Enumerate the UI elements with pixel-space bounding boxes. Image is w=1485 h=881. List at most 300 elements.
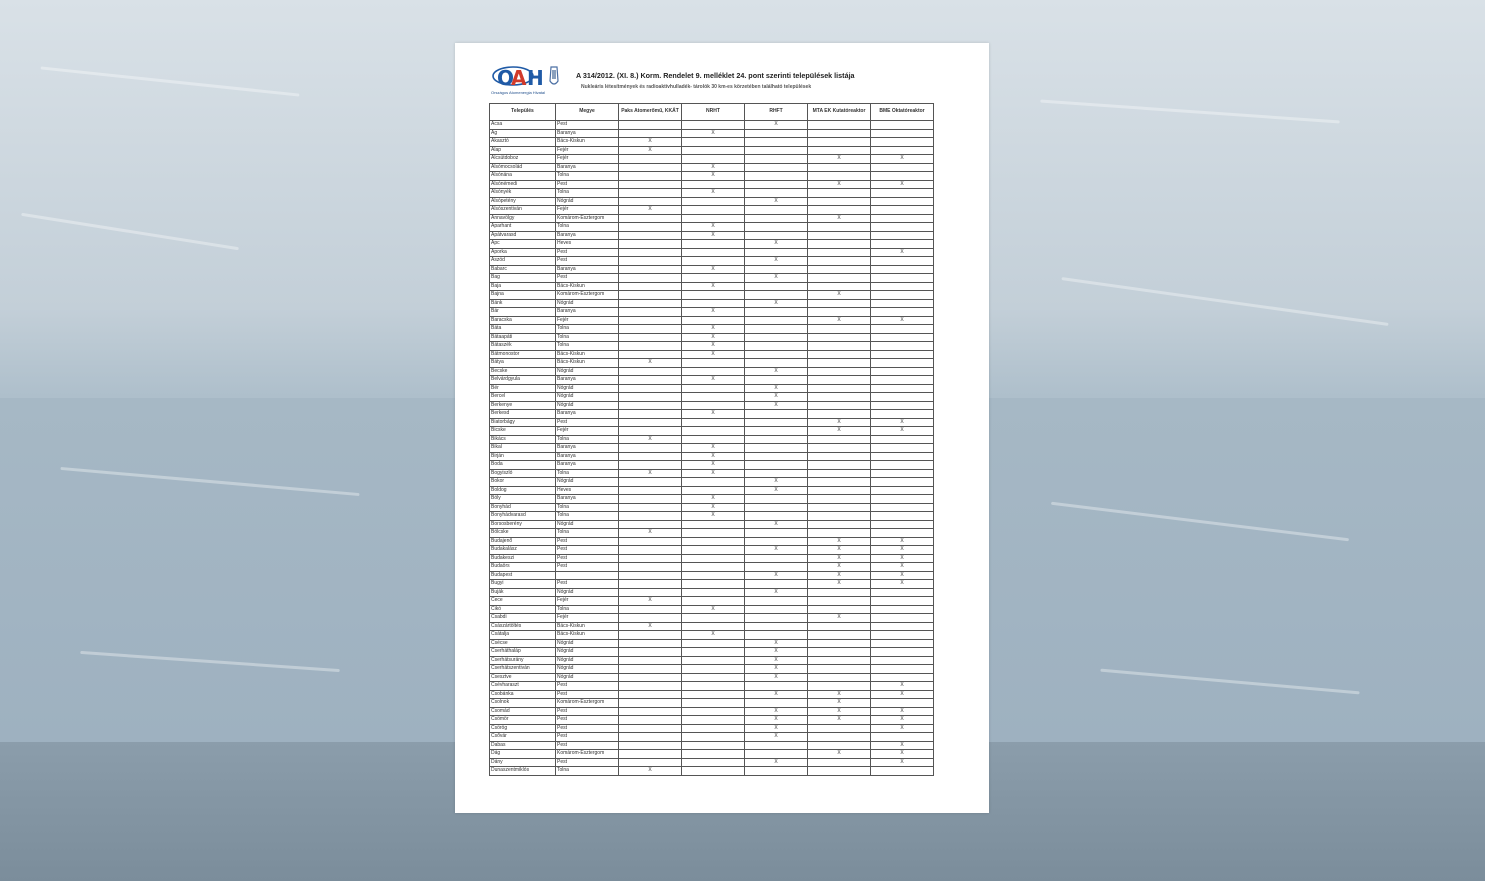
table-row [490,206,934,215]
settlement-cell: Apátvarasd [490,231,556,240]
mark-cell: X [871,741,934,750]
mark-cell [619,554,682,563]
mark-cell: X [745,274,808,283]
mark-cell [745,206,808,215]
mark-cell [682,554,745,563]
county-cell: Tolna [556,172,619,181]
column-header: MTA EK Kutatóreaktor [808,104,871,121]
mark-cell: X [682,503,745,512]
mark-cell [808,605,871,614]
mark-cell [871,605,934,614]
mark-cell: X [745,707,808,716]
county-cell: Pest [556,716,619,725]
settlement-cell: Budajenő [490,537,556,546]
mark-cell [871,274,934,283]
settlement-cell: Áporka [490,248,556,257]
settlement-cell: Boda [490,461,556,470]
mark-cell [808,656,871,665]
county-cell: Pest [556,690,619,699]
mark-cell [745,512,808,521]
mark-cell [619,265,682,274]
mark-cell [682,206,745,215]
mark-cell: X [745,571,808,580]
mark-cell: X [871,716,934,725]
county-cell: Nógrád [556,673,619,682]
mark-cell [682,699,745,708]
mark-cell: X [808,214,871,223]
mark-cell: X [808,291,871,300]
county-cell: Nógrád [556,648,619,657]
mark-cell [871,597,934,606]
mark-cell [808,486,871,495]
mark-cell: X [745,197,808,206]
mark-cell [619,682,682,691]
mark-cell [682,418,745,427]
mark-cell [619,537,682,546]
mark-cell [808,206,871,215]
mark-cell: X [808,699,871,708]
table-row [490,325,934,334]
mark-cell: X [745,724,808,733]
mark-cell: X [745,673,808,682]
county-cell: Nógrád [556,393,619,402]
column-header: NRHT [682,104,745,121]
mark-cell [682,648,745,657]
mark-cell [619,418,682,427]
table-row [490,546,934,555]
mark-cell [619,121,682,130]
county-cell: Komárom-Esztergom [556,750,619,759]
background-streak [1061,277,1388,326]
mark-cell: X [619,622,682,631]
settlement-cell: Borsosberény [490,520,556,529]
table-row [490,240,934,249]
county-cell: Baranya [556,452,619,461]
table-row [490,376,934,385]
table-row [490,163,934,172]
mark-cell [745,563,808,572]
mark-cell: X [871,682,934,691]
mark-cell [871,631,934,640]
table-row [490,274,934,283]
table-row [490,639,934,648]
table-row [490,733,934,742]
mark-cell [619,580,682,589]
mark-cell: X [745,588,808,597]
mark-cell [808,274,871,283]
mark-cell [745,350,808,359]
mark-cell: X [682,495,745,504]
mark-cell [619,240,682,249]
county-cell: Nógrád [556,299,619,308]
mark-cell [808,376,871,385]
mark-cell [682,665,745,674]
table-row [490,622,934,631]
mark-cell: X [871,724,934,733]
mark-cell [871,435,934,444]
mark-cell [619,214,682,223]
mark-cell [745,231,808,240]
mark-cell [745,180,808,189]
mark-cell [682,384,745,393]
mark-cell [871,461,934,470]
svg-text:A: A [511,66,527,90]
mark-cell [619,299,682,308]
county-cell: Baranya [556,495,619,504]
mark-cell: X [871,155,934,164]
mark-cell [808,767,871,776]
mark-cell [619,384,682,393]
mark-cell: X [808,716,871,725]
table-row [490,614,934,623]
mark-cell [871,384,934,393]
table-row [490,223,934,232]
settlement-cell: Alsónémedi [490,180,556,189]
county-cell: Pest [556,180,619,189]
mark-cell [871,673,934,682]
table-body [490,121,934,776]
mark-cell [619,478,682,487]
mark-cell [619,367,682,376]
background-streak [21,213,239,250]
mark-cell [808,741,871,750]
settlement-cell: Bölcske [490,529,556,538]
mark-cell [745,138,808,147]
settlement-cell: Bajna [490,291,556,300]
table-row [490,512,934,521]
mark-cell [808,393,871,402]
mark-cell [745,495,808,504]
mark-cell [808,325,871,334]
table-row [490,257,934,266]
mark-cell [619,308,682,317]
mark-cell [808,520,871,529]
settlement-cell: Cserháthaláp [490,648,556,657]
mark-cell [619,699,682,708]
mark-cell [745,631,808,640]
mark-cell [871,367,934,376]
mark-cell [619,512,682,521]
mark-cell [619,342,682,351]
mark-cell [871,520,934,529]
mark-cell: X [682,325,745,334]
mark-cell [808,631,871,640]
mark-cell: X [682,512,745,521]
table-row [490,350,934,359]
county-cell: Baranya [556,461,619,470]
mark-cell [808,444,871,453]
table-row [490,444,934,453]
settlement-cell: Apc [490,240,556,249]
mark-cell [682,240,745,249]
settlement-cell: Bátaszék [490,342,556,351]
county-cell: Pest [556,257,619,266]
county-cell: Baranya [556,376,619,385]
mark-cell [871,257,934,266]
mark-cell [619,563,682,572]
county-cell: Baranya [556,231,619,240]
table-row [490,231,934,240]
table-row [490,588,934,597]
mark-cell [619,333,682,342]
document-title: A 314/2012. (XI. 8.) Korm. Rendelet 9. melléklet 24. pont szerinti települések listája [576,71,855,80]
mark-cell [745,223,808,232]
mark-cell [682,214,745,223]
mark-cell [619,393,682,402]
mark-cell [682,529,745,538]
mark-cell [682,639,745,648]
mark-cell [619,495,682,504]
mark-cell [682,274,745,283]
mark-cell [682,537,745,546]
settlement-cell: Annavölgy [490,214,556,223]
mark-cell: X [871,180,934,189]
settlement-cell: Baracska [490,316,556,325]
settlement-cell: Csátalja [490,631,556,640]
mark-cell [808,597,871,606]
mark-cell: X [682,469,745,478]
mark-cell [745,597,808,606]
table-row [490,401,934,410]
mark-cell [808,682,871,691]
mark-cell [808,359,871,368]
table-row [490,495,934,504]
mark-cell [682,673,745,682]
mark-cell [871,299,934,308]
mark-cell [745,605,808,614]
mark-cell [682,427,745,436]
mark-cell [619,427,682,436]
settlement-cell: Csörög [490,724,556,733]
mark-cell: X [871,418,934,427]
mark-cell [745,682,808,691]
table-row [490,129,934,138]
table-row [490,291,934,300]
county-cell: Tolna [556,605,619,614]
mark-cell [619,444,682,453]
mark-cell: X [619,469,682,478]
settlement-cell: Csécse [490,639,556,648]
mark-cell: X [745,393,808,402]
mark-cell: X [682,163,745,172]
settlement-cell: Budakalász [490,546,556,555]
mark-cell [808,588,871,597]
county-cell: Tolna [556,469,619,478]
county-cell: Bács-Kiskun [556,631,619,640]
mark-cell [745,461,808,470]
table-row [490,724,934,733]
mark-cell [808,257,871,266]
county-cell: Fejér [556,597,619,606]
mark-cell: X [682,189,745,198]
mark-cell [808,129,871,138]
mark-cell [871,223,934,232]
mark-cell: X [619,767,682,776]
mark-cell: X [808,418,871,427]
mark-cell [871,699,934,708]
table-row [490,682,934,691]
county-cell: Baranya [556,265,619,274]
county-cell: Pest [556,682,619,691]
mark-cell [619,231,682,240]
table-row [490,580,934,589]
mark-cell [871,265,934,274]
table-row [490,750,934,759]
county-cell: Pest [556,248,619,257]
mark-cell: X [871,248,934,257]
mark-cell [682,393,745,402]
settlement-cell: Cserhátsurány [490,656,556,665]
mark-cell [808,333,871,342]
mark-cell [871,231,934,240]
mark-cell [682,741,745,750]
settlement-cell: Bikács [490,435,556,444]
mark-cell: X [745,299,808,308]
mark-cell: X [682,410,745,419]
mark-cell [745,435,808,444]
settlement-cell: Alap [490,146,556,155]
mark-cell [682,367,745,376]
settlement-cell: Alsószentiván [490,206,556,215]
mark-cell: X [745,121,808,130]
table-row [490,265,934,274]
mark-cell: X [682,631,745,640]
mark-cell [619,376,682,385]
county-cell: Baranya [556,308,619,317]
mark-cell [682,435,745,444]
mark-cell [682,520,745,529]
settlement-cell: Aszód [490,257,556,266]
mark-cell [871,410,934,419]
mark-cell [808,342,871,351]
mark-cell: X [619,597,682,606]
mark-cell: X [745,690,808,699]
table-row [490,180,934,189]
settlement-cell: Csővár [490,733,556,742]
mark-cell [619,291,682,300]
county-cell: Nógrád [556,588,619,597]
county-cell: Bács-Kiskun [556,282,619,291]
county-cell: Tolna [556,512,619,521]
mark-cell [808,121,871,130]
mark-cell [808,503,871,512]
table-row [490,741,934,750]
mark-cell [871,503,934,512]
mark-cell [619,486,682,495]
mark-cell [682,486,745,495]
mark-cell [808,673,871,682]
settlement-cell: Dabas [490,741,556,750]
mark-cell [871,614,934,623]
mark-cell [619,690,682,699]
county-cell: Nógrád [556,656,619,665]
county-cell: Tolna [556,529,619,538]
table-row [490,563,934,572]
mark-cell [871,325,934,334]
table-row [490,189,934,198]
county-cell: Fejér [556,155,619,164]
table-row [490,690,934,699]
mark-cell: X [682,350,745,359]
mark-cell [808,648,871,657]
settlement-cell: Aparhant [490,223,556,232]
mark-cell: X [682,223,745,232]
settlement-cell: Alcsútdoboz [490,155,556,164]
mark-cell: X [745,520,808,529]
settlement-cell: Cserhátszentiván [490,665,556,674]
mark-cell [745,325,808,334]
mark-cell [619,605,682,614]
mark-cell: X [682,308,745,317]
mark-cell [808,622,871,631]
mark-cell [682,563,745,572]
table-row [490,342,934,351]
mark-cell [808,469,871,478]
settlement-cell: Akasztó [490,138,556,147]
settlement-cell: Csabdi [490,614,556,623]
settlement-cell: Acsa [490,121,556,130]
mark-cell [745,155,808,164]
mark-cell [745,316,808,325]
county-cell: Pest [556,580,619,589]
settlement-cell: Dunaszentmiklós [490,767,556,776]
mark-cell [808,639,871,648]
table-row [490,461,934,470]
mark-cell [808,495,871,504]
mark-cell [682,767,745,776]
county-cell: Nógrád [556,401,619,410]
county-cell: Tolna [556,503,619,512]
mark-cell: X [745,733,808,742]
mark-cell [619,325,682,334]
county-cell: Nógrád [556,384,619,393]
settlement-cell: Bikal [490,444,556,453]
county-cell: Fejér [556,427,619,436]
mark-cell [682,257,745,266]
county-cell: Tolna [556,325,619,334]
table-row [490,486,934,495]
table-row [490,138,934,147]
mark-cell [871,767,934,776]
county-cell: Baranya [556,444,619,453]
mark-cell [871,376,934,385]
table-row [490,529,934,538]
mark-cell [619,758,682,767]
mark-cell [619,520,682,529]
table-row [490,121,934,130]
column-header: BME Oktatóreaktor [871,104,934,121]
mark-cell [808,282,871,291]
mark-cell [871,189,934,198]
table-row [490,155,934,164]
table-row [490,172,934,181]
mark-cell [619,750,682,759]
mark-cell [745,418,808,427]
mark-cell: X [682,605,745,614]
mark-cell [871,308,934,317]
county-cell: Heves [556,240,619,249]
settlement-cell: Ág [490,129,556,138]
mark-cell: X [808,614,871,623]
mark-cell [745,146,808,155]
table-row [490,282,934,291]
mark-cell [682,597,745,606]
mark-cell [871,588,934,597]
mark-cell [745,537,808,546]
settlement-cell: Alsómocsolád [490,163,556,172]
mark-cell: X [871,707,934,716]
settlement-cell: Cece [490,597,556,606]
